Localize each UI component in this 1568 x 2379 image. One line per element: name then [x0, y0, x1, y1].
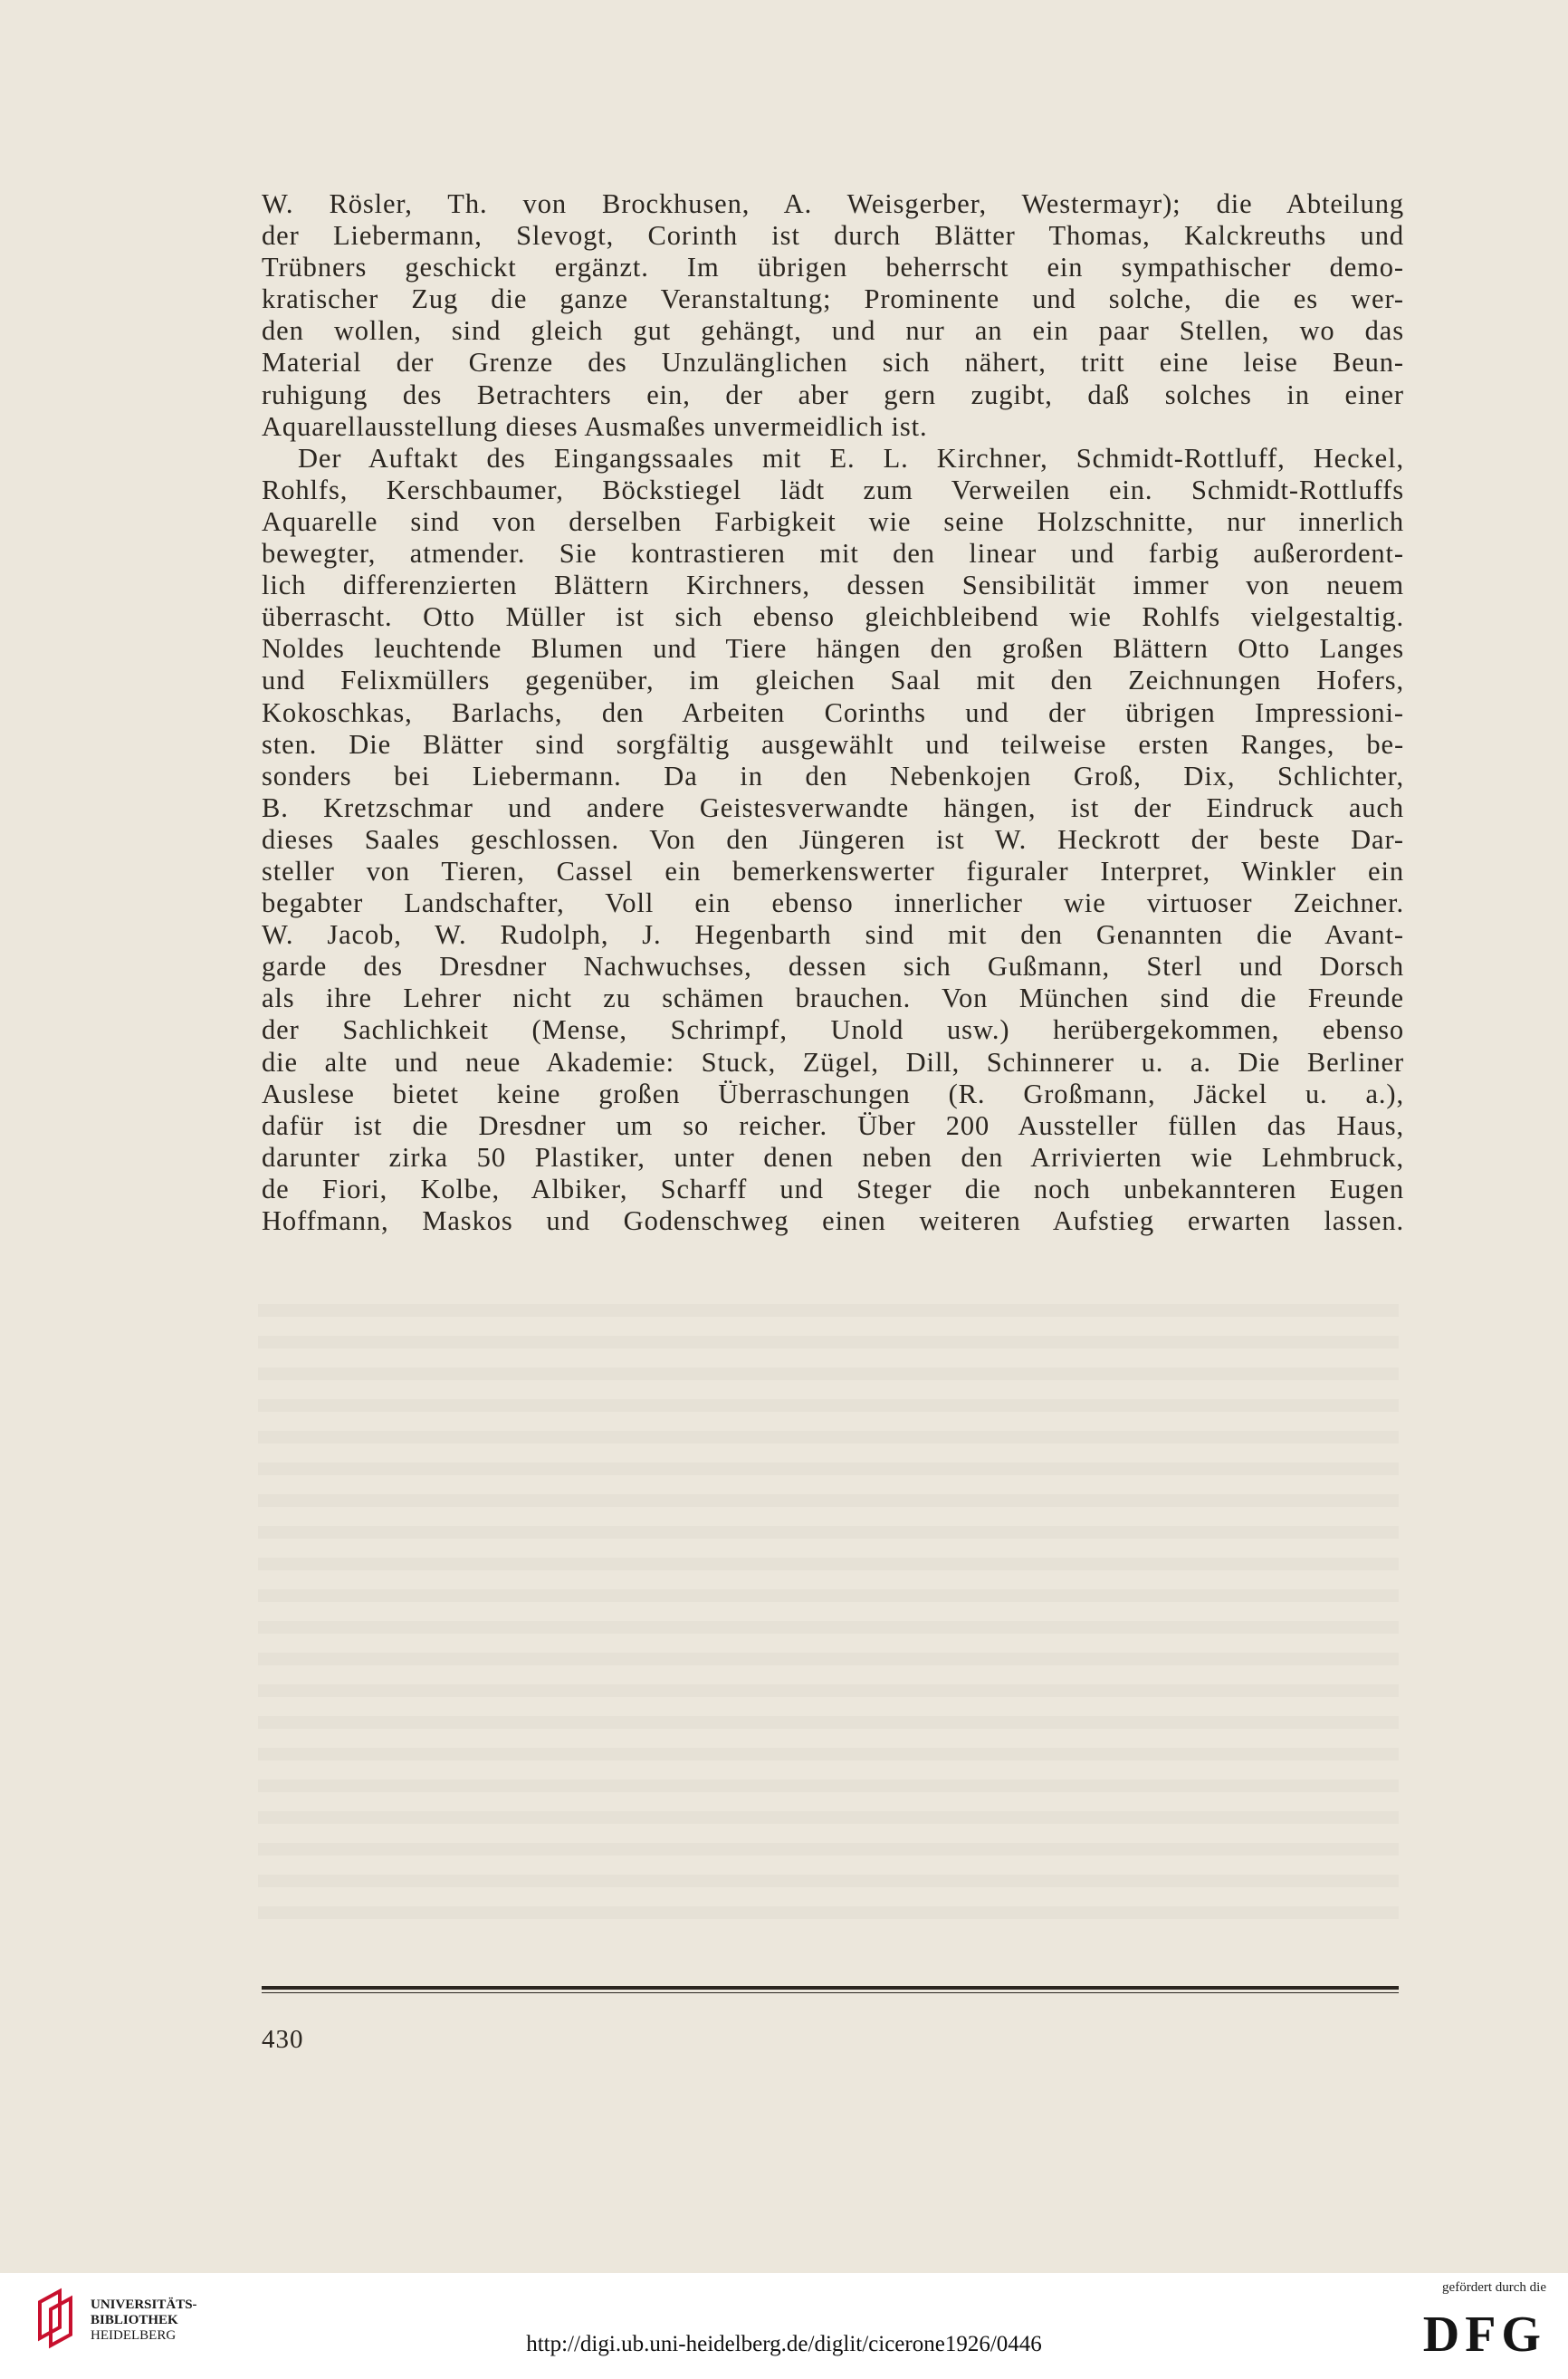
text-line: garde des Dresdner Nachwuchses, dessen sich Gußmann, Sterl und Dorsch: [262, 951, 1404, 983]
text-line: darunter zirka 50 Plastiker, unter denen neben den Arrivierten wie Lehmbruck,: [262, 1141, 1404, 1173]
text-line: Aquarelle sind von derselben Farbigkeit wie seine Holzschnitte, nur innerlich: [262, 505, 1404, 537]
text-line: W. Jacob, W. Rudolph, J. Hegenbarth sind mit den Genannten die Avant-: [262, 919, 1404, 951]
text-line: sten. Die Blätter sind sorgfältig ausgewählt und teilweise ersten Ranges, be-: [262, 728, 1404, 760]
footer-rule-thin: [262, 1992, 1399, 1993]
text-line: Auslese bietet keine großen Überraschungen (R. Großmann, Jäckel u. a.),: [262, 1078, 1404, 1109]
text-line: Rohlfs, Kerschbaumer, Böckstiegel lädt zum Verweilen ein. Schmidt-Rottluffs: [262, 474, 1404, 505]
text-line: sonders bei Liebermann. Da in den Nebenkojen Groß, Dix, Schlichter,: [262, 760, 1404, 791]
dfg-logo: DFG: [1422, 2307, 1546, 2363]
text-line: de Fiori, Kolbe, Albiker, Scharff und Steger die noch unbekannteren Eugen: [262, 1173, 1404, 1204]
text-line: der Liebermann, Slevogt, Corinth ist durch Blätter Thomas, Kalckreuths und: [262, 220, 1404, 252]
text-line: W. Rösler, Th. von Brockhusen, A. Weisgerber, Westermayr); die Abteilung: [262, 188, 1404, 219]
paragraph-1: [262, 188, 1404, 443]
show-through-text: [258, 1304, 1399, 1938]
text-line: dafür ist die Dresdner um so reicher. Über 200 Aussteller füllen das Haus,: [262, 1109, 1404, 1141]
text-line: überrascht. Otto Müller ist sich ebenso gleichbleibend wie Rohlfs vielgestaltig.: [262, 601, 1404, 633]
text-line: Noldes leuchtende Blumen und Tiere hängen den großen Blättern Otto Langes: [262, 633, 1404, 665]
footer-rule-thick: [262, 1986, 1399, 1990]
library-name-line-2: BIBLIOTHEK: [91, 2313, 178, 2327]
text-line: Der Auftakt des Eingangssaales mit E. L. Kirchner, Schmidt-Rottluff, Heckel,: [298, 442, 1404, 474]
text-line: Kokoschkas, Barlachs, den Arbeiten Corinths und der übrigen Impressioni-: [262, 696, 1404, 728]
text-line: als ihre Lehrer nicht zu schämen brauchen. Von München sind die Freunde: [262, 983, 1404, 1014]
library-name-line-1: UNIVERSITÄTS-: [91, 2297, 197, 2312]
text-line: Material der Grenze des Unzulänglichen sich nähert, tritt eine leise Beun-: [262, 347, 1404, 379]
text-line: und Felixmüllers gegenüber, im gleichen Saal mit den Zeichnungen Hofers,: [262, 665, 1404, 696]
text-line: Aquarellausstellung dieses Ausmaßes unvermeidlich ist.: [262, 410, 928, 442]
text-line: bewegter, atmender. Sie kontrastieren mit den linear und farbig außerordent-: [262, 538, 1404, 570]
article-text: [262, 188, 1404, 1237]
text-line: ruhigung des Betrachters ein, der aber gern zugibt, daß solches in einer: [262, 379, 1404, 410]
text-line: Trübners geschickt ergänzt. Im übrigen beherrscht ein sympathischer demo-: [262, 252, 1404, 283]
text-line: kratischer Zug die ganze Veranstaltung; Prominente und solche, die es wer-: [262, 283, 1404, 315]
text-line: begabter Landschafter, Voll ein ebenso innerlicher wie virtuoser Zeichner.: [262, 887, 1404, 919]
library-name-line-3: HEIDELBERG: [91, 2328, 177, 2343]
page-number: 430: [262, 2025, 304, 2054]
sponsor-caption: gefördert durch die: [1442, 2280, 1546, 2295]
text-line: B. Kretzschmar und andere Geistesverwandte hängen, ist der Eindruck auch: [262, 791, 1404, 823]
source-url-link[interactable]: http://digi.ub.uni-heidelberg.de/diglit/cicerone1926/0446: [526, 2332, 1042, 2356]
text-line: die alte und neue Akademie: Stuck, Zügel, Dill, Schinnerer u. a. Die Berliner: [262, 1046, 1404, 1078]
digitization-footer: [0, 2273, 1568, 2379]
text-line: steller von Tieren, Cassel ein bemerkenswerter figuraler Interpret, Winkler ein: [262, 855, 1404, 887]
text-line: der Sachlichkeit (Mense, Schrimpf, Unold usw.) herübergekommen, ebenso: [262, 1014, 1404, 1046]
text-line: Hoffmann, Maskos und Godenschweg einen weiteren Aufstieg erwarten lassen.: [262, 1205, 1404, 1236]
text-line: lich differenzierten Blättern Kirchners, dessen Sensibilität immer von neuem: [262, 570, 1404, 601]
paragraph-2: [262, 443, 1404, 1237]
text-line: den wollen, sind gleich gut gehängt, und nur an ein paar Stellen, wo das: [262, 315, 1404, 347]
text-line: dieses Saales geschlossen. Von den Jüngeren ist W. Heckrott der beste Dar-: [262, 823, 1404, 855]
